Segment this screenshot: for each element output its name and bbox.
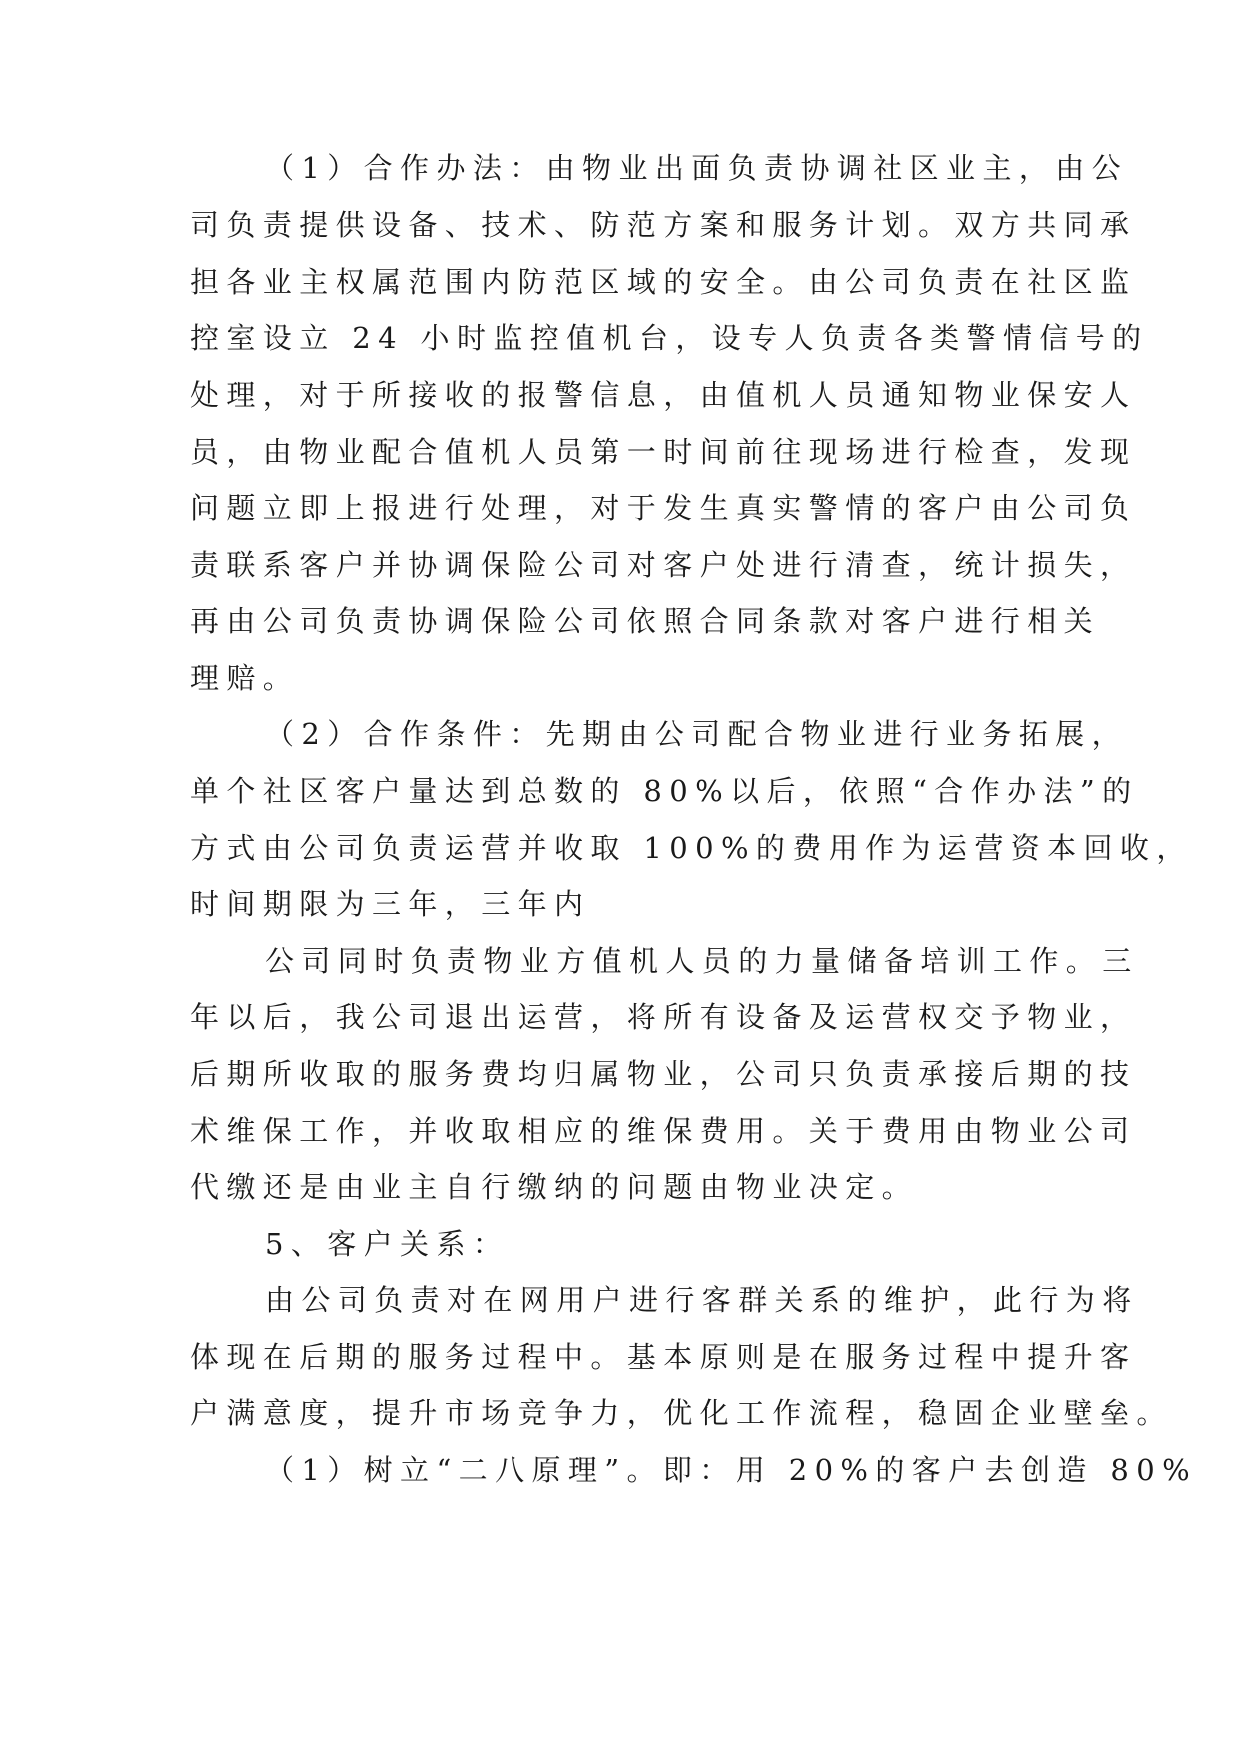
section-heading: 5、客户关系：	[265, 1227, 510, 1261]
text-line: 公司同时负责物业方值机人员的力量储备培训工作。三	[265, 944, 1139, 978]
text-line: 员，由物业配合值机人员第一时间前往现场进行检查，发现	[190, 435, 1137, 469]
text-line: 时间期限为三年，三年内	[190, 887, 591, 921]
text-line: 体现在后期的服务过程中。基本原则是在服务过程中提升客	[190, 1340, 1137, 1374]
text-line: 控室设立 24 小时监控值机台，设专人负责各类警情信号的	[190, 321, 1149, 355]
text-line: 司负责提供设备、技术、防范方案和服务计划。双方共同承	[190, 208, 1137, 242]
text-line: 问题立即上报进行处理，对于发生真实警情的客户由公司负	[190, 491, 1137, 525]
text-line: 后期所收取的服务费均归属物业，公司只负责承接后期的技	[190, 1057, 1137, 1091]
text-line: （2）合作条件：先期由公司配合物业进行业务拓展，	[265, 717, 1129, 751]
text-line: 单个社区客户量达到总数的 80%以后，依照“合作办法”的	[190, 774, 1139, 808]
text-line: 术维保工作，并收取相应的维保费用。关于费用由物业公司	[190, 1114, 1137, 1148]
text-line: 代缴还是由业主自行缴纳的问题由物业决定。	[190, 1170, 919, 1204]
text-line: 担各业主权属范围内防范区域的安全。由公司负责在社区监	[190, 265, 1137, 299]
text-line: 方式由公司负责运营并收取 100%的费用作为运营资本回收，	[190, 831, 1193, 865]
text-line: 再由公司负责协调保险公司依照合同条款对客户进行相关	[190, 604, 1101, 638]
text-line: 责联系客户并协调保险公司对客户处进行清查，统计损失，	[190, 548, 1137, 582]
text-line: 户满意度，提升市场竞争力，优化工作流程，稳固企业壁垒。	[190, 1396, 1173, 1430]
text-line: 由公司负责对在网用户进行客群关系的维护，此行为将	[265, 1283, 1139, 1317]
text-line: 年以后，我公司退出运营，将所有设备及运营权交予物业，	[190, 1000, 1137, 1034]
text-line: （1）树立“二八原理”。即：用 20%的客户去创造 80%	[265, 1453, 1198, 1487]
text-line: 理赔。	[190, 661, 300, 695]
text-line: 处理，对于所接收的报警信息，由值机人员通知物业保安人	[190, 378, 1137, 412]
text-line: （1）合作办法：由物业出面负责协调社区业主，由公	[265, 151, 1129, 185]
